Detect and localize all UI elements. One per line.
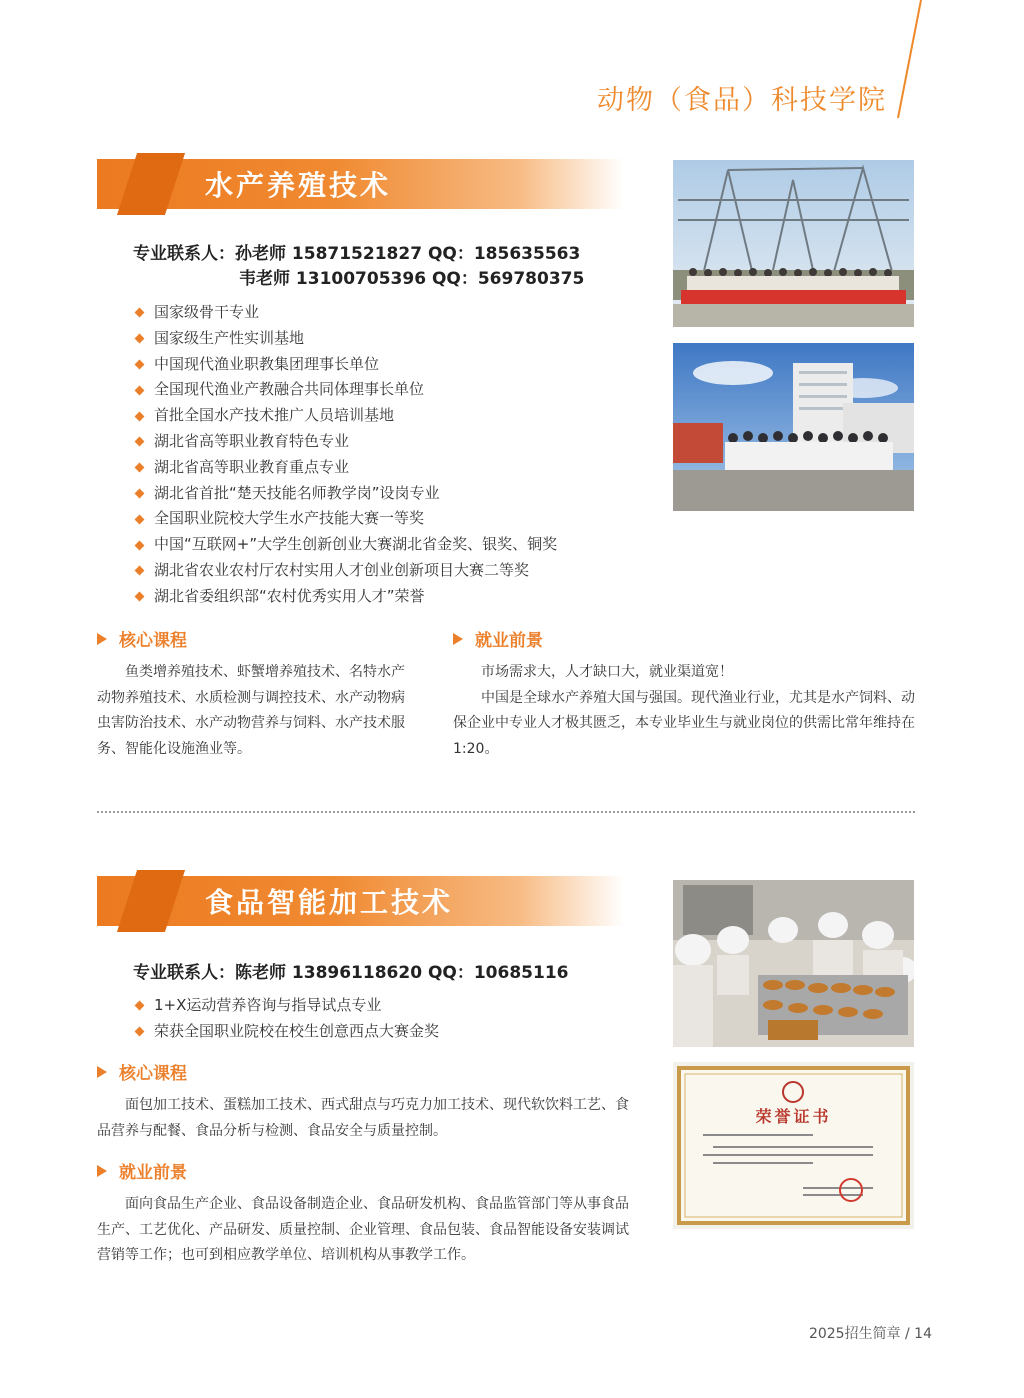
section1-title: 水产养殖技术	[205, 169, 392, 202]
diamond-bullet-icon	[135, 566, 145, 576]
job-text-para2: 中国是全球水产养殖大国与强国。现代渔业行业，尤其是水产饲料、动保企业中专业人才极其匮乏，本专业毕业生与就业岗位的供需比常年维持在1:20。	[453, 689, 915, 757]
list-item: 湖北省高等职业教育重点专业	[133, 455, 557, 481]
list-item: 全国职业院校大学生水产技能大赛一等奖	[133, 506, 557, 532]
list-item: 中国“互联网+”大学生创新创业大赛湖北省金奖、银奖、铜奖	[133, 532, 557, 558]
diamond-bullet-icon	[135, 334, 145, 344]
diamond-bullet-icon	[135, 592, 145, 602]
triangle-arrow-icon	[97, 633, 107, 645]
list-item: 湖北省委组织部“农村优秀实用人才”荣誉	[133, 584, 557, 610]
section1-honor-list	[133, 300, 557, 610]
diamond-bullet-icon	[135, 411, 145, 421]
section1-job-text	[453, 660, 915, 762]
certificate-title: 荣誉证书	[755, 1107, 832, 1126]
list-item: 国家级骨干专业	[133, 300, 557, 326]
triangle-arrow-icon	[453, 633, 463, 645]
photo-baking-lab	[673, 880, 914, 1047]
diamond-bullet-icon	[135, 308, 145, 318]
section-divider	[97, 811, 915, 813]
section1-job-heading: 就业前景	[453, 626, 543, 651]
diamond-bullet-icon	[135, 463, 145, 473]
diamond-bullet-icon	[135, 540, 145, 550]
list-item: 荣获全国职业院校在校生创意西点大赛金奖	[133, 1019, 439, 1045]
section2-core-text: 面包加工技术、蛋糕加工技术、西式甜点与巧克力加工技术、现代软饮料工艺、食品营养与配餐、食品分析与检测、食品安全与质量控制。	[97, 1097, 629, 1139]
diamond-bullet-icon	[135, 360, 145, 370]
job-text-para1: 市场需求大，人才缺口大，就业渠道宽！	[481, 664, 733, 680]
diamond-bullet-icon	[135, 1027, 145, 1037]
section1-contact-line2: 韦老师 13100705396 QQ：569780375	[239, 269, 585, 289]
list-item: 全国现代渔业产教融合共同体理事长单位	[133, 377, 557, 403]
contact-label: 专业联系人：	[133, 244, 235, 264]
diamond-bullet-icon	[135, 514, 145, 524]
diamond-bullet-icon	[135, 437, 145, 447]
section1-core-heading: 核心课程	[97, 626, 187, 651]
section1-banner	[97, 159, 624, 209]
section1-contact-line1	[133, 239, 580, 264]
diamond-bullet-icon	[135, 1001, 145, 1011]
list-item: 1+X运动营养咨询与指导试点专业	[133, 993, 439, 1019]
contact-sun: 孙老师 15871521827 QQ：185635563	[235, 244, 581, 264]
list-item: 国家级生产性实训基地	[133, 326, 557, 352]
diamond-bullet-icon	[135, 489, 145, 499]
section2-core-heading: 核心课程	[97, 1059, 187, 1084]
section2-banner	[97, 876, 624, 926]
list-item: 中国现代渔业职教集团理事长单位	[133, 352, 557, 378]
section2-title: 食品智能加工技术	[205, 886, 454, 919]
college-name: 动物（食品）科技学院	[597, 85, 887, 116]
section2-job-heading: 就业前景	[97, 1158, 187, 1183]
list-item: 湖北省农业农村厅农村实用人才创业创新项目大赛二等奖	[133, 558, 557, 584]
photo-substation-group	[673, 160, 914, 327]
header-accent-line	[0, 0, 1024, 140]
page-footer: 2025招生简章 / 14	[808, 1326, 932, 1342]
section2-contact: 专业联系人：陈老师 13896118620 QQ：10685116	[133, 963, 569, 983]
section2-honor-list	[133, 993, 439, 1045]
diamond-bullet-icon	[135, 385, 145, 395]
list-item: 湖北省高等职业教育特色专业	[133, 429, 557, 455]
list-item: 湖北省首批“楚天技能名师教学岗”设岗专业	[133, 481, 557, 507]
triangle-arrow-icon	[97, 1066, 107, 1078]
section2-job-text: 面向食品生产企业、食品设备制造企业、食品研发机构、食品监管部门等从事食品生产、工艺优化、产品研发、质量控制、企业管理、食品包装、食品智能设备安装调试营销等工作；也可到相应教学单位、培训机构从事教学工作。	[97, 1196, 629, 1263]
photo-honor-certificate	[673, 1062, 914, 1229]
photo-company-group	[673, 343, 914, 511]
section1-core-text: 鱼类增养殖技术、虾蟹增养殖技术、名特水产动物养殖技术、水质检测与调控技术、水产动物病虫害防治技术、水产动物营养与饲料、水产技术服务、智能化设施渔业等。	[97, 664, 405, 757]
triangle-arrow-icon	[97, 1165, 107, 1177]
list-item: 首批全国水产技术推广人员培训基地	[133, 403, 557, 429]
